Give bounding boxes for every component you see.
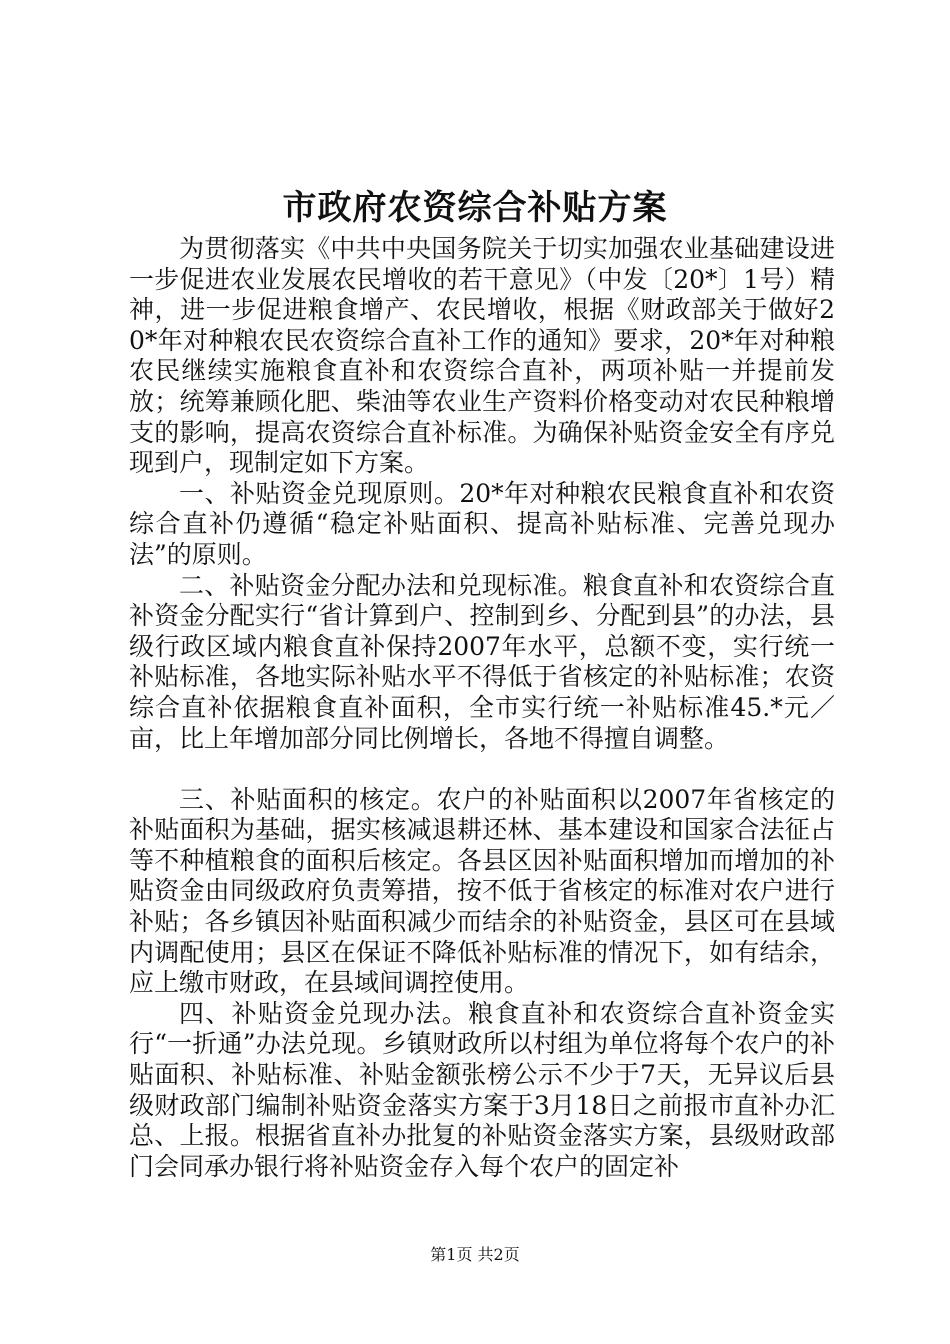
section-3-paragraph: 三、补贴面积的核定。农户的补贴面积以2007年省核定的补贴面积为基础，据实核减退耕还林、基本建设和国家合法征占等不种植粮食的面积后核定。各县区因补贴面积增加而增加的补贴资金由同级政府负责筹措，按不低于省核定的标准对农户进行补贴；各乡镇因补贴面积减少而结余的补贴资金，县区可在县域内调配使用；县区在保证不降低补贴标准的情况下，如有结余，应上缴市财政，在县域间调控使用。 <box>129 784 835 998</box>
section-1-paragraph: 一、补贴资金兑现原则。20*年对种粮农民粮食直补和农资综合直补仍遵循“稳定补贴面积、提高补贴标准、完善兑现办法”的原则。 <box>129 478 835 569</box>
document-title: 市政府农资综合补贴方案 <box>282 188 668 228</box>
document-body <box>129 234 835 1182</box>
section-2-paragraph: 二、补贴资金分配办法和兑现标准。粮食直补和农资综合直补资金分配实行“省计算到户、控制到乡、分配到县”的办法，县级行政区域内粮食直补保持2007年水平，总额不变，实行统一补贴标准，各地实际补贴水平不得低于省核定的补贴标准；农资综合直补依据粮食直补面积，全市实行统一补贴标准45.*元／亩，比上年增加部分同比例增长，各地不得擅自调整。 <box>129 570 835 753</box>
page-footer: 第1页 共2页 <box>430 1245 520 1264</box>
section-4-paragraph: 四、补贴资金兑现办法。粮食直补和农资综合直补资金实行“一折通”办法兑现。乡镇财政所以村组为单位将每个农户的补贴面积、补贴标准、补贴金额张榜公示不少于7天，无异议后县级财政部门编制补贴资金落实方案于3月18日之前报市直补办汇总、上报。根据省直补办批复的补贴资金落实方案，县级财政部门会同承办银行将补贴资金存入每个农户的固定补 <box>129 998 835 1181</box>
intro-paragraph: 为贯彻落实《中共中央国务院关于切实加强农业基础建设进一步促进农业发展农民增收的若干意见》（中发〔20*〕1号）精神，进一步促进粮食增产、农民增收，根据《财政部关于做好20*年对种粮农民农资综合直补工作的通知》要求，20*年对种粮农民继续实施粮食直补和农资综合直补，两项补贴一并提前发放；统筹兼顾化肥、柴油等农业生产资料价格变动对农民种粮增支的影响，提高农资综合直补标准。为确保补贴资金安全有序兑现到户，现制定如下方案。 <box>129 234 835 478</box>
